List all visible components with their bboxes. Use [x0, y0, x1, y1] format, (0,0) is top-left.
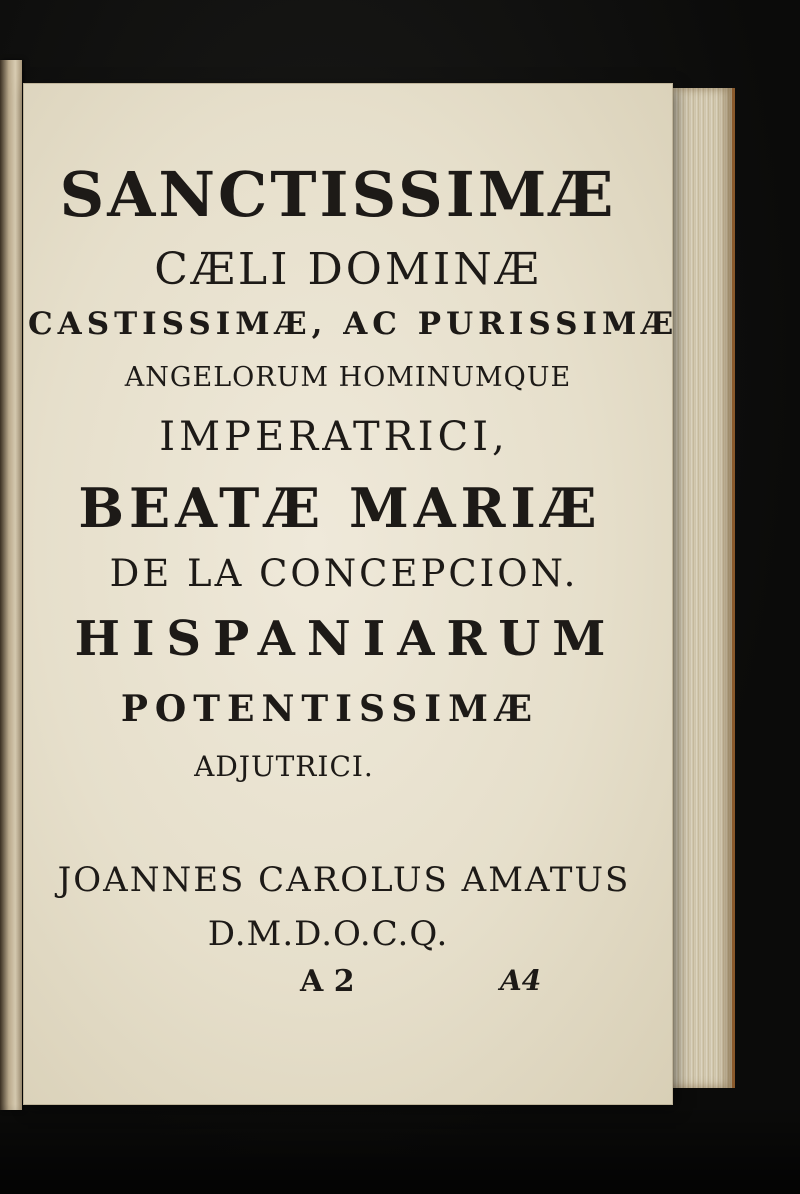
book-page — [24, 84, 679, 1104]
dedication-line-8: HISPANIARUM — [74, 611, 618, 667]
bottom-shadow — [0, 1104, 800, 1194]
dedication-line-1: SANCTISSIMÆ — [59, 158, 617, 231]
author-name: JOANNES CAROLUS AMATUS — [57, 860, 631, 900]
folio-annotation: A4 — [500, 964, 542, 997]
author-initials: D.M.D.O.C.Q. — [207, 914, 449, 954]
dedication-line-5: IMPERATRICI, — [159, 414, 509, 460]
dedication-line-6: BEATÆ MARIÆ — [78, 476, 602, 540]
dedication-text — [24, 84, 679, 1104]
dedication-line-2: CÆLI DOMINÆ — [154, 244, 542, 295]
dedication-line-10: ADJUTRICI. — [194, 750, 374, 783]
signature-mark: A 2 — [300, 964, 355, 999]
dedication-line-3: CASTISSIMÆ, AC PURISSIMÆ — [28, 306, 679, 342]
dedication-line-7: DE LA CONCEPCION. — [109, 552, 579, 595]
dedication-line-9: POTENTISSIMÆ — [120, 688, 540, 730]
dedication-line-4: ANGELORUM HOMINUMQUE — [124, 362, 572, 393]
